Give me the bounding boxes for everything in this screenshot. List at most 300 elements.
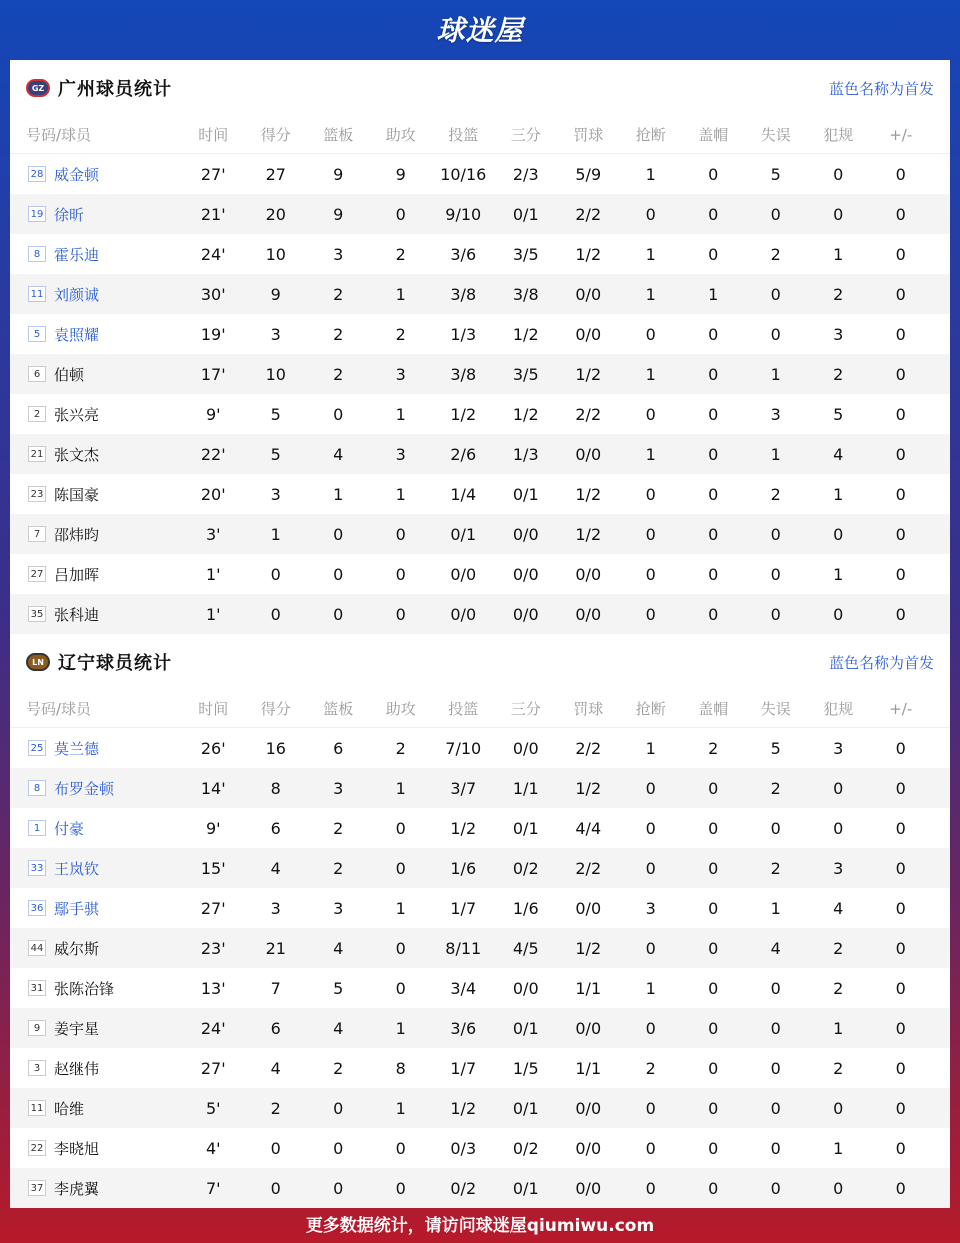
stat-fg: 1/2 (450, 1098, 477, 1118)
stat-plus-minus: 0 (895, 324, 906, 344)
stat-points: 4 (270, 858, 281, 878)
column-header-time: 时间 (198, 126, 229, 144)
stat-assists: 0 (395, 564, 406, 584)
stat-assists: 9 (395, 164, 406, 184)
player-row[interactable] (10, 1088, 950, 1128)
stat-fg: 0/3 (450, 1138, 477, 1158)
player-name[interactable]: 张文杰 (54, 445, 100, 464)
stat-steals: 0 (645, 404, 656, 424)
stat-turnovers: 0 (770, 1058, 781, 1078)
stat-turnovers: 0 (770, 604, 781, 624)
stat-steals: 0 (645, 324, 656, 344)
stat-ft: 5/9 (575, 164, 602, 184)
stat-ft: 1/1 (575, 1058, 602, 1078)
jersey-number-badge: 36 (28, 900, 46, 916)
player-name[interactable]: 张兴亮 (54, 405, 100, 424)
jersey-number-badge: 23 (28, 486, 46, 502)
stat-fouls: 3 (833, 858, 844, 878)
stat-rebounds: 4 (333, 444, 344, 464)
stat-fg: 1/3 (450, 324, 477, 344)
stat-rebounds: 0 (333, 604, 344, 624)
column-header-turnovers: 失误 (760, 126, 791, 144)
stat-fg: 0/0 (450, 564, 477, 584)
stat-blocks: 0 (708, 778, 719, 798)
stat-ft: 1/1 (575, 978, 602, 998)
column-header-points: 得分 (260, 126, 291, 144)
stat-fouls: 4 (833, 898, 844, 918)
stat-fouls: 1 (833, 1018, 844, 1038)
stat-points: 5 (270, 444, 281, 464)
player-name[interactable]: 伯顿 (54, 365, 85, 384)
player-row[interactable] (10, 1008, 950, 1048)
stat-points: 7 (270, 978, 281, 998)
column-header-blocks: 盖帽 (698, 126, 729, 144)
stat-time: 27' (200, 898, 226, 918)
stat-time: 9' (205, 404, 221, 424)
stat-time: 1' (205, 604, 221, 624)
stat-rebounds: 9 (333, 164, 344, 184)
stat-steals: 0 (645, 1178, 656, 1198)
stat-fg: 0/0 (450, 604, 477, 624)
stat-fouls: 0 (833, 204, 844, 224)
player-cell (10, 604, 182, 625)
stat-points: 0 (270, 1178, 281, 1198)
stat-ft: 0/0 (575, 564, 602, 584)
player-row[interactable] (10, 554, 950, 594)
player-name[interactable]: 霍乐迪 (54, 245, 100, 264)
stat-plus-minus: 0 (895, 444, 906, 464)
stat-fg: 3/7 (450, 778, 477, 798)
stat-rebounds: 3 (333, 244, 344, 264)
player-row[interactable] (10, 314, 950, 354)
column-header-turnovers: 失误 (760, 700, 791, 718)
jersey-number-badge: 27 (28, 566, 46, 582)
stat-time: 4' (205, 1138, 221, 1158)
player-name[interactable]: 邵炜昀 (54, 525, 100, 544)
stat-time: 5' (205, 1098, 221, 1118)
stat-ft: 0/0 (575, 1018, 602, 1038)
player-name[interactable]: 张科迪 (54, 605, 100, 624)
stat-turnovers: 0 (770, 284, 781, 304)
player-row[interactable] (10, 474, 950, 514)
stat-steals: 1 (645, 164, 656, 184)
player-name[interactable]: 鄢手骐 (54, 899, 100, 918)
player-row[interactable] (10, 848, 950, 888)
jersey-number-badge: 1 (28, 820, 46, 836)
stat-fg: 8/11 (445, 938, 482, 958)
stat-fouls: 2 (833, 284, 844, 304)
stat-threes: 1/6 (512, 898, 539, 918)
team-title: 辽宁球员统计 (58, 653, 172, 674)
stat-plus-minus: 0 (895, 244, 906, 264)
jersey-number-badge: 37 (28, 1180, 46, 1196)
column-header-fg: 投篮 (448, 700, 479, 718)
stat-plus-minus: 0 (895, 778, 906, 798)
stat-plus-minus: 0 (895, 1098, 906, 1118)
stat-points: 1 (270, 524, 281, 544)
stat-ft: 0/0 (575, 324, 602, 344)
stat-time: 7' (205, 1178, 221, 1198)
stat-assists: 0 (395, 604, 406, 624)
player-cell (10, 1058, 182, 1079)
footer-banner[interactable]: 更多数据统计，请访问球迷屋qiumiwu.com (305, 1215, 655, 1236)
stat-steals: 0 (645, 1018, 656, 1038)
stat-plus-minus: 0 (895, 1018, 906, 1038)
stat-assists: 0 (395, 524, 406, 544)
stat-blocks: 0 (708, 604, 719, 624)
player-row[interactable] (10, 394, 950, 434)
starter-note: 蓝色名称为首发 (828, 653, 934, 672)
stat-fouls: 1 (833, 244, 844, 264)
column-header-fouls: 犯规 (823, 700, 854, 718)
player-name[interactable]: 哈维 (54, 1099, 85, 1118)
stat-threes: 0/0 (512, 524, 539, 544)
stat-turnovers: 2 (770, 858, 781, 878)
stat-steals: 0 (645, 1098, 656, 1118)
player-row[interactable] (10, 514, 950, 554)
stat-points: 3 (270, 484, 281, 504)
stat-rebounds: 0 (333, 1138, 344, 1158)
stat-fg: 3/4 (450, 978, 477, 998)
player-name[interactable]: 张陈治锋 (54, 979, 115, 998)
stat-threes: 0/1 (512, 1178, 539, 1198)
stat-rebounds: 2 (333, 1058, 344, 1078)
stat-fg: 10/16 (440, 164, 487, 184)
stat-turnovers: 0 (770, 564, 781, 584)
team-title: 广州球员统计 (58, 79, 172, 100)
stat-time: 30' (200, 284, 226, 304)
stat-fouls: 0 (833, 524, 844, 544)
stat-ft: 0/0 (575, 898, 602, 918)
stat-blocks: 0 (708, 244, 719, 264)
player-row[interactable] (10, 354, 950, 394)
column-header-plus-minus: +/- (889, 699, 913, 718)
stat-fg: 1/2 (450, 404, 477, 424)
stat-fouls: 2 (833, 938, 844, 958)
stat-threes: 3/5 (512, 244, 539, 264)
stat-steals: 0 (645, 204, 656, 224)
stat-ft: 2/2 (575, 204, 602, 224)
player-cell (10, 364, 182, 385)
stat-rebounds: 0 (333, 1098, 344, 1118)
stat-assists: 1 (395, 1018, 406, 1038)
player-cell (10, 938, 182, 959)
stat-fg: 3/8 (450, 364, 477, 384)
stat-points: 2 (270, 1098, 281, 1118)
stat-turnovers: 0 (770, 818, 781, 838)
stat-fg: 3/6 (450, 1018, 477, 1038)
stat-fouls: 0 (833, 818, 844, 838)
stat-points: 0 (270, 564, 281, 584)
stat-blocks: 1 (708, 284, 719, 304)
stat-fouls: 1 (833, 1138, 844, 1158)
column-headers (10, 116, 950, 154)
stat-fouls: 3 (833, 324, 844, 344)
stat-rebounds: 4 (333, 938, 344, 958)
player-cell (10, 164, 182, 185)
stat-assists: 2 (395, 324, 406, 344)
stat-assists: 1 (395, 284, 406, 304)
stat-time: 27' (200, 1058, 226, 1078)
player-row[interactable] (10, 274, 950, 314)
stat-turnovers: 4 (770, 938, 781, 958)
stat-threes: 0/1 (512, 204, 539, 224)
stat-threes: 1/3 (512, 444, 539, 464)
stat-rebounds: 3 (333, 898, 344, 918)
stats-panel (10, 60, 950, 1202)
stat-plus-minus: 0 (895, 1178, 906, 1198)
stat-time: 24' (200, 1018, 226, 1038)
stat-turnovers: 0 (770, 1138, 781, 1158)
player-row[interactable] (10, 1128, 950, 1168)
stat-fg: 1/2 (450, 818, 477, 838)
stat-threes: 0/0 (512, 604, 539, 624)
stat-blocks: 0 (708, 524, 719, 544)
stat-turnovers: 1 (770, 444, 781, 464)
player-row[interactable] (10, 728, 950, 768)
team-logo-icon: LN (26, 653, 50, 671)
stat-time: 22' (200, 444, 226, 464)
player-name[interactable]: 威金顿 (54, 165, 100, 184)
player-name[interactable]: 吕加晖 (54, 565, 100, 584)
player-rows (10, 154, 950, 634)
stat-rebounds: 2 (333, 818, 344, 838)
player-name[interactable]: 赵继伟 (54, 1059, 100, 1078)
column-headers (10, 690, 950, 728)
player-row[interactable] (10, 1048, 950, 1088)
stat-fouls: 3 (833, 738, 844, 758)
jersey-number-badge: 21 (28, 446, 46, 462)
stat-plus-minus: 0 (895, 738, 906, 758)
stat-time: 14' (200, 778, 226, 798)
stat-points: 3 (270, 324, 281, 344)
stat-blocks: 0 (708, 818, 719, 838)
jersey-number-badge: 44 (28, 940, 46, 956)
column-header-steals: 抢断 (635, 700, 666, 718)
player-name[interactable]: 李晓旭 (54, 1139, 100, 1158)
column-header-assists: 助攻 (385, 700, 416, 718)
stat-turnovers: 0 (770, 1018, 781, 1038)
stat-blocks: 0 (708, 324, 719, 344)
stat-ft: 1/2 (575, 244, 602, 264)
stat-turnovers: 1 (770, 898, 781, 918)
stat-points: 0 (270, 604, 281, 624)
player-name[interactable]: 陈国豪 (54, 485, 100, 504)
stat-points: 20 (265, 204, 286, 224)
stat-fouls: 2 (833, 364, 844, 384)
stat-ft: 2/2 (575, 404, 602, 424)
stat-turnovers: 0 (770, 1098, 781, 1118)
stat-assists: 0 (395, 978, 406, 998)
stat-plus-minus: 0 (895, 818, 906, 838)
player-name[interactable]: 布罗金顿 (54, 779, 115, 798)
section-header (10, 60, 950, 116)
stat-time: 9' (205, 818, 221, 838)
stat-threes: 0/1 (512, 818, 539, 838)
column-header-blocks: 盖帽 (698, 700, 729, 718)
stat-threes: 0/0 (512, 978, 539, 998)
column-header-ft: 罚球 (573, 700, 604, 718)
stat-time: 13' (200, 978, 226, 998)
player-row[interactable] (10, 968, 950, 1008)
stat-threes: 0/1 (512, 1098, 539, 1118)
player-name[interactable]: 付豪 (54, 819, 85, 838)
stat-fg: 0/1 (450, 524, 477, 544)
stat-threes: 3/5 (512, 364, 539, 384)
jersey-number-badge: 35 (28, 606, 46, 622)
stat-fouls: 4 (833, 444, 844, 464)
stat-fg: 3/6 (450, 244, 477, 264)
stat-ft: 2/2 (575, 738, 602, 758)
stat-time: 20' (200, 484, 226, 504)
stat-plus-minus: 0 (895, 284, 906, 304)
stat-assists: 1 (395, 484, 406, 504)
team-section-guangzhou (10, 60, 950, 634)
stat-plus-minus: 0 (895, 938, 906, 958)
player-name[interactable]: 刘颜诚 (54, 285, 100, 304)
stat-ft: 0/0 (575, 284, 602, 304)
stat-rebounds: 2 (333, 324, 344, 344)
stat-rebounds: 9 (333, 204, 344, 224)
stat-threes: 0/1 (512, 1018, 539, 1038)
stat-rebounds: 1 (333, 484, 344, 504)
stat-blocks: 0 (708, 1138, 719, 1158)
stat-plus-minus: 0 (895, 898, 906, 918)
player-row[interactable] (10, 194, 950, 234)
stat-assists: 1 (395, 1098, 406, 1118)
stat-ft: 1/2 (575, 484, 602, 504)
stat-assists: 0 (395, 938, 406, 958)
stat-plus-minus: 0 (895, 1138, 906, 1158)
player-cell (10, 1138, 182, 1159)
stat-steals: 0 (645, 604, 656, 624)
stat-rebounds: 0 (333, 404, 344, 424)
player-cell (10, 404, 182, 425)
stat-ft: 1/2 (575, 778, 602, 798)
player-cell (10, 1018, 182, 1039)
stat-steals: 0 (645, 858, 656, 878)
jersey-number-badge: 5 (28, 326, 46, 342)
stat-fouls: 1 (833, 484, 844, 504)
stat-ft: 1/2 (575, 364, 602, 384)
stat-turnovers: 0 (770, 524, 781, 544)
stat-ft: 0/0 (575, 1178, 602, 1198)
app-header (0, 0, 960, 58)
stat-points: 10 (265, 364, 286, 384)
stat-fouls: 0 (833, 1178, 844, 1198)
player-cell (10, 284, 182, 305)
player-row[interactable] (10, 234, 950, 274)
player-row[interactable] (10, 888, 950, 928)
stat-rebounds: 0 (333, 564, 344, 584)
player-name[interactable]: 徐昕 (54, 205, 85, 224)
player-row[interactable] (10, 594, 950, 634)
stat-plus-minus: 0 (895, 564, 906, 584)
team-logo-icon: GZ (26, 79, 50, 97)
stat-turnovers: 0 (770, 324, 781, 344)
stat-blocks: 0 (708, 564, 719, 584)
stat-points: 21 (265, 938, 286, 958)
stat-turnovers: 2 (770, 484, 781, 504)
stat-assists: 1 (395, 898, 406, 918)
stat-ft: 0/0 (575, 1098, 602, 1118)
jersey-number-badge: 9 (28, 1020, 46, 1036)
stat-plus-minus: 0 (895, 484, 906, 504)
stat-rebounds: 2 (333, 284, 344, 304)
player-row[interactable] (10, 154, 950, 194)
stat-plus-minus: 0 (895, 1058, 906, 1078)
stat-points: 10 (265, 244, 286, 264)
player-name[interactable]: 莫兰德 (54, 739, 100, 758)
player-row[interactable] (10, 1168, 950, 1208)
stat-steals: 1 (645, 444, 656, 464)
column-header-steals: 抢断 (635, 126, 666, 144)
player-name[interactable]: 威尔斯 (54, 939, 100, 958)
jersey-number-badge: 31 (28, 980, 46, 996)
stat-turnovers: 2 (770, 244, 781, 264)
stat-time: 1' (205, 564, 221, 584)
stat-fouls: 1 (833, 564, 844, 584)
player-cell (10, 778, 182, 799)
player-cell (10, 444, 182, 465)
stat-steals: 0 (645, 818, 656, 838)
stat-assists: 1 (395, 404, 406, 424)
stat-fouls: 0 (833, 778, 844, 798)
player-name[interactable]: 袁照耀 (54, 325, 100, 344)
stat-threes: 1/2 (512, 404, 539, 424)
player-row[interactable] (10, 808, 950, 848)
stat-blocks: 0 (708, 978, 719, 998)
stat-fg: 9/10 (445, 204, 482, 224)
stat-plus-minus: 0 (895, 604, 906, 624)
player-name[interactable]: 姜宇星 (54, 1019, 100, 1038)
stat-steals: 3 (645, 898, 656, 918)
player-cell (10, 898, 182, 919)
stat-blocks: 0 (708, 164, 719, 184)
stat-blocks: 0 (708, 858, 719, 878)
stat-turnovers: 5 (770, 164, 781, 184)
stat-plus-minus: 0 (895, 858, 906, 878)
stat-blocks: 0 (708, 1058, 719, 1078)
stat-ft: 1/2 (575, 938, 602, 958)
stat-ft: 4/4 (575, 818, 602, 838)
player-name[interactable]: 李虎翼 (54, 1179, 100, 1198)
stat-blocks: 0 (708, 1178, 719, 1198)
stat-threes: 0/2 (512, 858, 539, 878)
stat-blocks: 0 (708, 364, 719, 384)
stat-assists: 2 (395, 244, 406, 264)
stat-turnovers: 0 (770, 204, 781, 224)
column-header-rebounds: 篮板 (323, 700, 354, 718)
player-rows (10, 728, 950, 1208)
stat-threes: 4/5 (512, 938, 539, 958)
column-header-fg: 投篮 (448, 126, 479, 144)
stat-ft: 1/2 (575, 524, 602, 544)
stat-threes: 0/0 (512, 564, 539, 584)
player-row[interactable] (10, 928, 950, 968)
player-row[interactable] (10, 434, 950, 474)
stat-steals: 2 (645, 1058, 656, 1078)
player-name[interactable]: 王岚钦 (54, 859, 100, 878)
stat-threes: 1/5 (512, 1058, 539, 1078)
player-cell (10, 738, 182, 759)
stat-rebounds: 0 (333, 1178, 344, 1198)
player-row[interactable] (10, 768, 950, 808)
stat-fouls: 2 (833, 978, 844, 998)
player-cell (10, 324, 182, 345)
stat-time: 15' (200, 858, 226, 878)
stat-points: 16 (265, 738, 286, 758)
